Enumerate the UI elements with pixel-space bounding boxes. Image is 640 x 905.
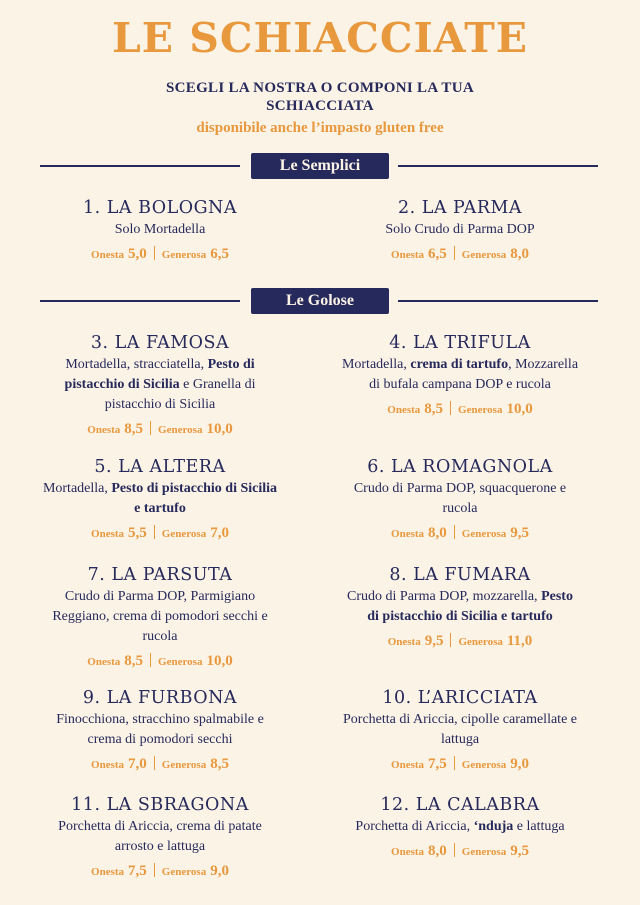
item-name: 2. LA PARMA bbox=[397, 198, 523, 218]
price-label-generosa: Generosa bbox=[161, 249, 207, 261]
price-label-generosa: Generosa bbox=[461, 249, 507, 261]
price-generosa: 10,0 bbox=[206, 653, 233, 669]
price-row bbox=[40, 861, 280, 882]
price-row bbox=[340, 523, 580, 544]
price-generosa: 9,5 bbox=[510, 525, 529, 541]
price-row bbox=[340, 399, 580, 420]
menu-item bbox=[40, 793, 280, 882]
item-description bbox=[40, 355, 280, 415]
menu-title: LE SCHIACCIATE bbox=[111, 14, 529, 62]
price-label-onesta: Onesta bbox=[391, 759, 425, 771]
gluten-free-note: disponibile anche l’impasto gluten free bbox=[196, 120, 444, 136]
ingredient-text: Solo Crudo di Parma DOP bbox=[385, 222, 535, 237]
item-name: 4. LA TRIFULA bbox=[389, 333, 531, 353]
price-onesta: 7,5 bbox=[128, 863, 147, 879]
price-generosa: 9,0 bbox=[210, 863, 229, 879]
price-label-onesta: Onesta bbox=[91, 866, 125, 878]
price-separator bbox=[454, 246, 455, 260]
price-onesta: 7,5 bbox=[428, 756, 447, 772]
price-onesta: 6,5 bbox=[428, 246, 447, 262]
highlighted-ingredient: Pesto di pistacchio di Sicilia bbox=[64, 357, 255, 392]
ingredient-text: Crudo di Parma DOP, mozzarella, bbox=[347, 589, 542, 604]
item-name: 6. LA ROMAGNOLA bbox=[367, 457, 553, 477]
menu-item bbox=[40, 455, 280, 544]
item-description bbox=[340, 587, 580, 627]
item-description bbox=[40, 479, 280, 519]
price-row bbox=[340, 841, 580, 862]
item-description bbox=[340, 479, 580, 519]
price-generosa: 9,5 bbox=[510, 843, 529, 859]
price-label-onesta: Onesta bbox=[391, 846, 425, 858]
item-name: 9. LA FURBONA bbox=[82, 688, 238, 708]
price-label-generosa: Generosa bbox=[161, 759, 207, 771]
menu-item bbox=[340, 686, 580, 775]
price-onesta: 8,0 bbox=[428, 843, 447, 859]
price-label-generosa: Generosa bbox=[161, 866, 207, 878]
menu-item bbox=[340, 455, 580, 544]
price-onesta: 8,5 bbox=[424, 401, 444, 417]
price-generosa: 7,0 bbox=[210, 525, 229, 541]
divider-line bbox=[40, 165, 240, 167]
price-label-generosa: Generosa bbox=[461, 759, 507, 771]
ingredient-text: Mortadella, stracciatella, bbox=[65, 357, 208, 372]
price-separator bbox=[150, 421, 151, 435]
price-label-generosa: Generosa bbox=[461, 846, 507, 858]
ingredient-text: Mortadella, bbox=[341, 357, 411, 372]
ingredient-text: Solo Mortadella bbox=[114, 222, 206, 237]
price-label-onesta: Onesta bbox=[91, 759, 125, 771]
price-label-generosa: Generosa bbox=[458, 636, 503, 648]
item-name: 11. LA SBRAGONA bbox=[71, 795, 249, 815]
section-label: Le Golose bbox=[251, 288, 389, 314]
item-name: 10. L’ARICCIATA bbox=[382, 688, 538, 708]
divider-line bbox=[398, 300, 598, 302]
price-label-generosa: Generosa bbox=[458, 404, 503, 416]
highlighted-ingredient: crema di tartufo bbox=[410, 357, 509, 372]
menu-item bbox=[40, 563, 280, 672]
price-onesta: 8,5 bbox=[124, 421, 144, 437]
price-separator bbox=[454, 843, 455, 857]
price-label-onesta: Onesta bbox=[387, 636, 421, 648]
price-separator bbox=[454, 756, 455, 770]
ingredient-text: e Granella di pistacchio di Sicilia bbox=[104, 377, 256, 412]
ingredient-text: e lattuga bbox=[513, 819, 565, 834]
section-header-golose bbox=[0, 288, 640, 314]
menu-subtitle: SCEGLI LA NOSTRA O COMPONI LA TUA SCHIACCIATA bbox=[165, 80, 475, 114]
price-separator bbox=[154, 246, 155, 260]
price-row bbox=[340, 631, 580, 652]
price-generosa: 8,5 bbox=[210, 756, 229, 772]
price-label-generosa: Generosa bbox=[158, 424, 203, 436]
menu-item bbox=[340, 563, 580, 652]
price-onesta: 5,0 bbox=[128, 246, 147, 262]
price-onesta: 7,0 bbox=[128, 756, 147, 772]
price-generosa: 6,5 bbox=[210, 246, 229, 262]
price-row bbox=[40, 523, 280, 544]
price-label-onesta: Onesta bbox=[91, 528, 125, 540]
price-generosa: 11,0 bbox=[506, 633, 533, 649]
item-description bbox=[340, 817, 580, 837]
price-label-onesta: Onesta bbox=[387, 404, 421, 416]
price-label-generosa: Generosa bbox=[158, 656, 203, 668]
ingredient-text: , Mozzarella di bufala campana DOP e rucola bbox=[369, 357, 579, 392]
price-separator bbox=[454, 525, 455, 539]
price-onesta: 9,5 bbox=[424, 633, 444, 649]
price-row bbox=[40, 419, 280, 440]
menu-item bbox=[40, 196, 280, 265]
divider-line bbox=[40, 300, 240, 302]
price-separator bbox=[154, 756, 155, 770]
section-label: Le Semplici bbox=[251, 153, 389, 179]
menu-item bbox=[340, 331, 580, 420]
item-description bbox=[340, 355, 580, 395]
item-name: 3. LA FAMOSA bbox=[90, 333, 230, 353]
item-description bbox=[40, 587, 280, 647]
section-header-semplici bbox=[0, 153, 640, 179]
item-name: 12. LA CALABRA bbox=[380, 795, 540, 815]
item-description bbox=[340, 710, 580, 750]
price-row bbox=[40, 754, 280, 775]
menu-item bbox=[40, 331, 280, 440]
ingredient-text: Mortadella, bbox=[42, 481, 112, 496]
price-label-onesta: Onesta bbox=[87, 424, 121, 436]
price-label-onesta: Onesta bbox=[91, 249, 125, 261]
ingredient-text: Crudo di Parma DOP, Parmigiano Reggiano, crema di pomodori secchi e rucola bbox=[52, 589, 268, 644]
price-separator bbox=[154, 525, 155, 539]
highlighted-ingredient: ‘nduja bbox=[473, 819, 514, 834]
highlighted-ingredient: Pesto di pistacchio di Sicilia e tartufo bbox=[111, 481, 278, 516]
item-name: 7. LA PARSUTA bbox=[87, 565, 233, 585]
ingredient-text: Crudo di Parma DOP, squacquerone e rucola bbox=[353, 481, 567, 516]
item-name: 1. LA BOLOGNA bbox=[82, 198, 237, 218]
ingredient-text: Finocchiona, stracchino spalmabile e crema di pomodori secchi bbox=[56, 712, 264, 747]
price-onesta: 8,0 bbox=[428, 525, 447, 541]
price-separator bbox=[150, 653, 151, 667]
price-generosa: 10,0 bbox=[206, 421, 233, 437]
ingredient-text: Porchetta di Ariccia, crema di patate arrosto e lattuga bbox=[58, 819, 262, 854]
price-label-generosa: Generosa bbox=[461, 528, 507, 540]
price-label-onesta: Onesta bbox=[391, 528, 425, 540]
ingredient-text: Porchetta di Ariccia, bbox=[355, 819, 474, 834]
price-label-onesta: Onesta bbox=[391, 249, 425, 261]
item-name: 5. LA ALTERA bbox=[94, 457, 226, 477]
price-label-generosa: Generosa bbox=[161, 528, 207, 540]
price-onesta: 5,5 bbox=[128, 525, 147, 541]
item-description bbox=[40, 220, 280, 240]
price-label-onesta: Onesta bbox=[87, 656, 121, 668]
item-description bbox=[40, 710, 280, 750]
menu-item bbox=[40, 686, 280, 775]
price-row bbox=[40, 244, 280, 265]
menu-item bbox=[340, 196, 580, 265]
item-name: 8. LA FUMARA bbox=[389, 565, 531, 585]
price-onesta: 8,5 bbox=[124, 653, 144, 669]
price-separator bbox=[154, 863, 155, 877]
price-generosa: 10,0 bbox=[506, 401, 533, 417]
price-separator bbox=[450, 633, 451, 647]
price-row bbox=[40, 651, 280, 672]
price-separator bbox=[450, 401, 451, 415]
price-row bbox=[340, 754, 580, 775]
price-generosa: 8,0 bbox=[510, 246, 529, 262]
price-row bbox=[340, 244, 580, 265]
highlighted-ingredient: Pesto di pistacchio di Sicilia e tartufo bbox=[367, 589, 573, 624]
item-description bbox=[40, 817, 280, 857]
divider-line bbox=[398, 165, 598, 167]
item-description bbox=[340, 220, 580, 240]
menu-item bbox=[340, 793, 580, 862]
price-generosa: 9,0 bbox=[510, 756, 529, 772]
ingredient-text: Porchetta di Ariccia, cipolle caramellate e lattuga bbox=[343, 712, 577, 747]
